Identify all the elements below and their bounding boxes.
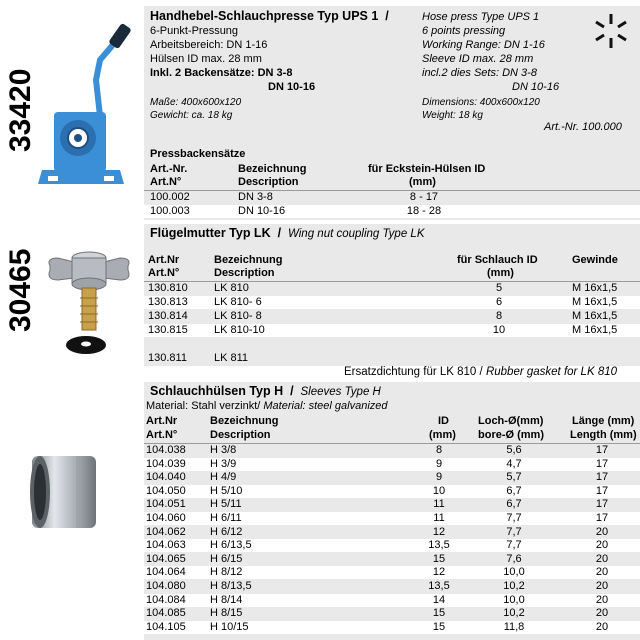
th-id-unit: (mm) <box>429 429 456 441</box>
cell-len: 20 <box>595 552 609 565</box>
cell-art: 104.080 <box>146 580 186 592</box>
cell-id: 15 <box>432 620 446 633</box>
table-row <box>144 471 640 484</box>
dims-de-1: Gewicht: ca. 18 kg <box>150 110 233 121</box>
cell-hole: 10,2 <box>503 607 525 620</box>
cell-hose: 10 <box>492 324 506 336</box>
gasket-image <box>64 334 108 356</box>
cell-art: 104.065 <box>146 552 186 565</box>
cell-hose: 5 <box>495 282 503 294</box>
cell-art: 130.813 <box>148 296 188 308</box>
wing-nut-panel <box>144 224 640 366</box>
table-row <box>144 498 640 511</box>
cell-len: 17 <box>595 484 609 497</box>
cell-desc: H 6/11 <box>210 512 242 524</box>
cell-hole: 7,7 <box>506 512 522 524</box>
table-row <box>144 444 640 457</box>
cell-id: 12 <box>432 525 446 538</box>
cell-len: 17 <box>595 471 609 484</box>
article-number: Art.-Nr. 100.000 <box>544 121 622 133</box>
cell-len: 17 <box>595 498 609 511</box>
cell-desc: H 5/11 <box>210 498 242 511</box>
cell-desc: H 3/9 <box>210 457 237 470</box>
cell-desc: DN 3-8 <box>238 191 273 203</box>
subtable-title: Pressbackensätze <box>150 148 246 160</box>
six-point-press-icon <box>592 12 630 50</box>
cell-hose: 8 <box>495 310 503 322</box>
cell-art: 104.062 <box>146 525 186 538</box>
sleeve-image <box>22 448 102 534</box>
cell-id: 10 <box>432 484 446 497</box>
th-id-de: ID <box>438 415 449 427</box>
gasket-note-sep: / <box>479 366 483 378</box>
cell-len: 20 <box>595 620 609 633</box>
spec-de-bold-0: Inkl. 2 Backensätze: DN 3-8 <box>150 67 293 79</box>
cell-desc: H 8/15 <box>210 607 243 620</box>
th-art-de: Art.Nr <box>146 415 178 427</box>
cell-art: 130.811 <box>148 352 187 364</box>
table-row <box>144 310 640 323</box>
th-art-en: Art.N° <box>148 267 180 279</box>
cell-hole: 10,2 <box>503 580 525 592</box>
cell-desc: DN 10-16 <box>238 205 286 217</box>
cell-thread: M 16x1,5 <box>572 296 618 308</box>
th-hole-de: Loch-Ø(mm) <box>478 415 544 427</box>
table-row <box>144 621 640 634</box>
hose-press-title <box>150 9 396 23</box>
cell-hole: 7,7 <box>506 525 522 538</box>
cell-id: 8 <box>435 444 443 456</box>
cell-len: 20 <box>595 593 609 606</box>
cell-id: 15 <box>432 552 446 565</box>
title-en: Sleeves Type H <box>300 386 381 398</box>
table-row <box>144 566 640 579</box>
cell-len: 17 <box>595 457 609 470</box>
gasket-note-en: Rubber gasket for LK 810 <box>485 366 618 378</box>
table-row <box>144 512 640 525</box>
table-row <box>144 594 640 607</box>
cell-id: 11 <box>433 498 445 511</box>
wing-nut-image <box>44 240 134 332</box>
gasket-row <box>144 352 640 365</box>
cell-thread: M 16x1,5 <box>572 282 618 294</box>
cell-desc: LK 810-10 <box>214 324 265 336</box>
cell-desc: H 3/8 <box>210 444 237 456</box>
sleeves-panel <box>144 382 640 640</box>
th-desc-en: Description <box>214 267 275 279</box>
th-desc-en: Description <box>238 176 299 188</box>
cell-art: 104.050 <box>146 484 186 497</box>
table-row <box>144 205 640 218</box>
cell-desc: LK 810 <box>214 282 249 294</box>
table-row <box>144 553 640 566</box>
dims-de-0: Maße: 400x600x120 <box>150 97 242 108</box>
spec-en-2: Sleeve ID max. 28 mm <box>422 53 534 65</box>
table-row <box>144 580 640 593</box>
gasket-note-de: Ersatzdichtung für LK 810 <box>344 366 477 378</box>
th-hole-en: bore-Ø (mm) <box>478 429 544 441</box>
product-code-33420: 33420 <box>4 68 37 152</box>
title-sep: / <box>290 384 294 398</box>
spec-de-2: Hülsen ID max. 28 mm <box>150 53 262 65</box>
cell-art: 104.085 <box>146 607 186 620</box>
cell-art: 104.039 <box>146 457 186 470</box>
th-art-de: Art.-Nr. <box>150 163 188 175</box>
cell-art: 104.060 <box>146 512 186 524</box>
table-row <box>144 526 640 539</box>
title-de: Flügelmutter Typ LK <box>150 226 271 240</box>
material-line <box>146 400 388 413</box>
title-sep: / <box>277 226 282 240</box>
table-row <box>144 191 640 204</box>
cell-id: 18 - 28 <box>406 205 442 217</box>
cell-art: 104.038 <box>146 444 186 456</box>
cell-art: 104.040 <box>146 471 186 484</box>
cell-desc: H 8/14 <box>210 593 243 606</box>
th-len-en: Length (mm) <box>570 429 637 441</box>
th-len-de: Länge (mm) <box>572 415 635 427</box>
cell-art: 130.814 <box>148 310 188 322</box>
table-row <box>144 282 640 295</box>
material-en: Material: steel galvanized <box>263 400 388 412</box>
spec-en-3: incl.2 dies Sets: DN 3-8 <box>422 67 537 79</box>
cell-desc: H 6/12 <box>210 525 243 538</box>
cell-id: 14 <box>432 593 446 606</box>
cell-desc: H 10/15 <box>210 620 249 633</box>
spec-de-bold-1: DN 10-16 <box>268 81 316 93</box>
title-en: Hose press Type UPS 1 <box>422 11 540 23</box>
gasket-note <box>344 366 617 379</box>
dims-en-1: Weight: 18 kg <box>422 110 483 121</box>
cell-desc: LK 810- 8 <box>214 310 262 322</box>
cell-len: 17 <box>595 444 609 456</box>
cell-desc: LK 811 <box>214 352 249 364</box>
cell-thread: M 16x1,5 <box>572 324 618 336</box>
cell-hole: 5,6 <box>506 444 522 456</box>
cell-art: 104.051 <box>146 498 186 511</box>
cell-id: 11 <box>433 512 445 524</box>
hose-press-panel <box>144 6 640 220</box>
spec-de-1: Arbeitsbereich: DN 1-16 <box>150 39 268 51</box>
cell-len: 17 <box>595 512 609 524</box>
cell-art: 100.003 <box>150 205 190 217</box>
th-art-en: Art.N° <box>150 176 182 188</box>
material-de: Material: Stahl verzinkt/ <box>146 400 261 412</box>
cell-art: 104.063 <box>146 539 186 552</box>
cell-art: 104.105 <box>146 620 186 633</box>
title-sep: / <box>385 9 389 23</box>
cell-art: 104.084 <box>146 593 186 606</box>
cell-hole: 6,7 <box>506 498 522 511</box>
th-desc-en: Description <box>210 429 271 441</box>
cell-desc: H 4/9 <box>210 471 237 484</box>
cell-id: 12 <box>432 566 446 579</box>
cell-hole: 10,0 <box>503 593 525 606</box>
spec-en-1: Working Range: DN 1-16 <box>422 39 545 51</box>
cell-id: 13,5 <box>428 539 450 552</box>
cell-desc: H 6/15 <box>210 552 243 565</box>
cell-id: 15 <box>432 607 446 620</box>
cell-hole: 7,6 <box>506 552 522 565</box>
th-id-de: für Eckstein-Hülsen ID <box>368 163 486 175</box>
cell-art: 104.064 <box>146 566 186 579</box>
spec-de-0: 6-Punkt-Pressung <box>150 25 239 37</box>
th-desc-de: Bezeichnung <box>238 163 307 175</box>
table-row <box>144 458 640 471</box>
table-row <box>144 485 640 498</box>
th-thread-de: Gewinde <box>572 254 618 266</box>
product-code-30465: 30465 <box>4 248 37 332</box>
title-en: Wing nut coupling Type LK <box>288 228 425 240</box>
cell-len: 20 <box>595 539 609 552</box>
cell-id: 13,5 <box>428 580 450 592</box>
cell-len: 20 <box>595 525 609 538</box>
th-desc-de: Bezeichnung <box>214 254 283 266</box>
th-desc-de: Bezeichnung <box>210 415 279 427</box>
spec-en-4: DN 10-16 <box>512 81 560 93</box>
table-row <box>144 539 640 552</box>
cell-desc: H 8/12 <box>210 566 243 579</box>
cell-art: 100.002 <box>150 191 190 203</box>
th-art-de: Art.Nr <box>148 254 180 266</box>
cell-desc: H 5/10 <box>210 484 243 497</box>
cell-hose: 6 <box>495 296 503 308</box>
cell-art: 130.810 <box>148 282 188 294</box>
dims-en-0: Dimensions: 400x600x120 <box>422 97 540 108</box>
cell-hole: 6,7 <box>506 484 522 497</box>
cell-hole: 11,8 <box>503 620 525 633</box>
hose-press-image <box>34 20 134 190</box>
th-hose-de: für Schlauch ID <box>457 254 538 266</box>
th-hose-unit: (mm) <box>487 267 514 279</box>
cell-art: 130.815 <box>148 324 188 336</box>
cell-desc: H 6/13,5 <box>210 539 252 552</box>
cell-len: 20 <box>595 607 609 620</box>
cell-id: 9 <box>435 471 443 484</box>
cell-desc: H 8/13,5 <box>210 580 252 592</box>
wing-nut-title <box>150 226 424 240</box>
cell-thread: M 16x1,5 <box>572 310 618 322</box>
cell-hole: 10,0 <box>503 566 525 579</box>
spec-en-0: 6 points pressing <box>422 25 506 37</box>
cell-hole: 5,7 <box>506 471 522 484</box>
title-de: Schlauchhülsen Typ H <box>150 384 284 398</box>
table-row <box>144 296 640 309</box>
sleeves-title <box>150 384 381 398</box>
cell-id: 8 - 17 <box>409 191 439 203</box>
th-art-en: Art.N° <box>146 429 178 441</box>
th-id-unit: (mm) <box>409 176 436 188</box>
cell-id: 9 <box>435 457 443 470</box>
cell-len: 20 <box>595 566 609 579</box>
cell-hole: 7,7 <box>506 539 522 552</box>
title-de: Handhebel-Schlauchpresse Typ UPS 1 <box>150 9 379 23</box>
table-row <box>144 607 640 620</box>
table-row <box>144 324 640 337</box>
cell-len: 20 <box>595 580 609 592</box>
cell-desc: LK 810- 6 <box>214 296 262 308</box>
cell-hole: 4,7 <box>506 457 522 470</box>
